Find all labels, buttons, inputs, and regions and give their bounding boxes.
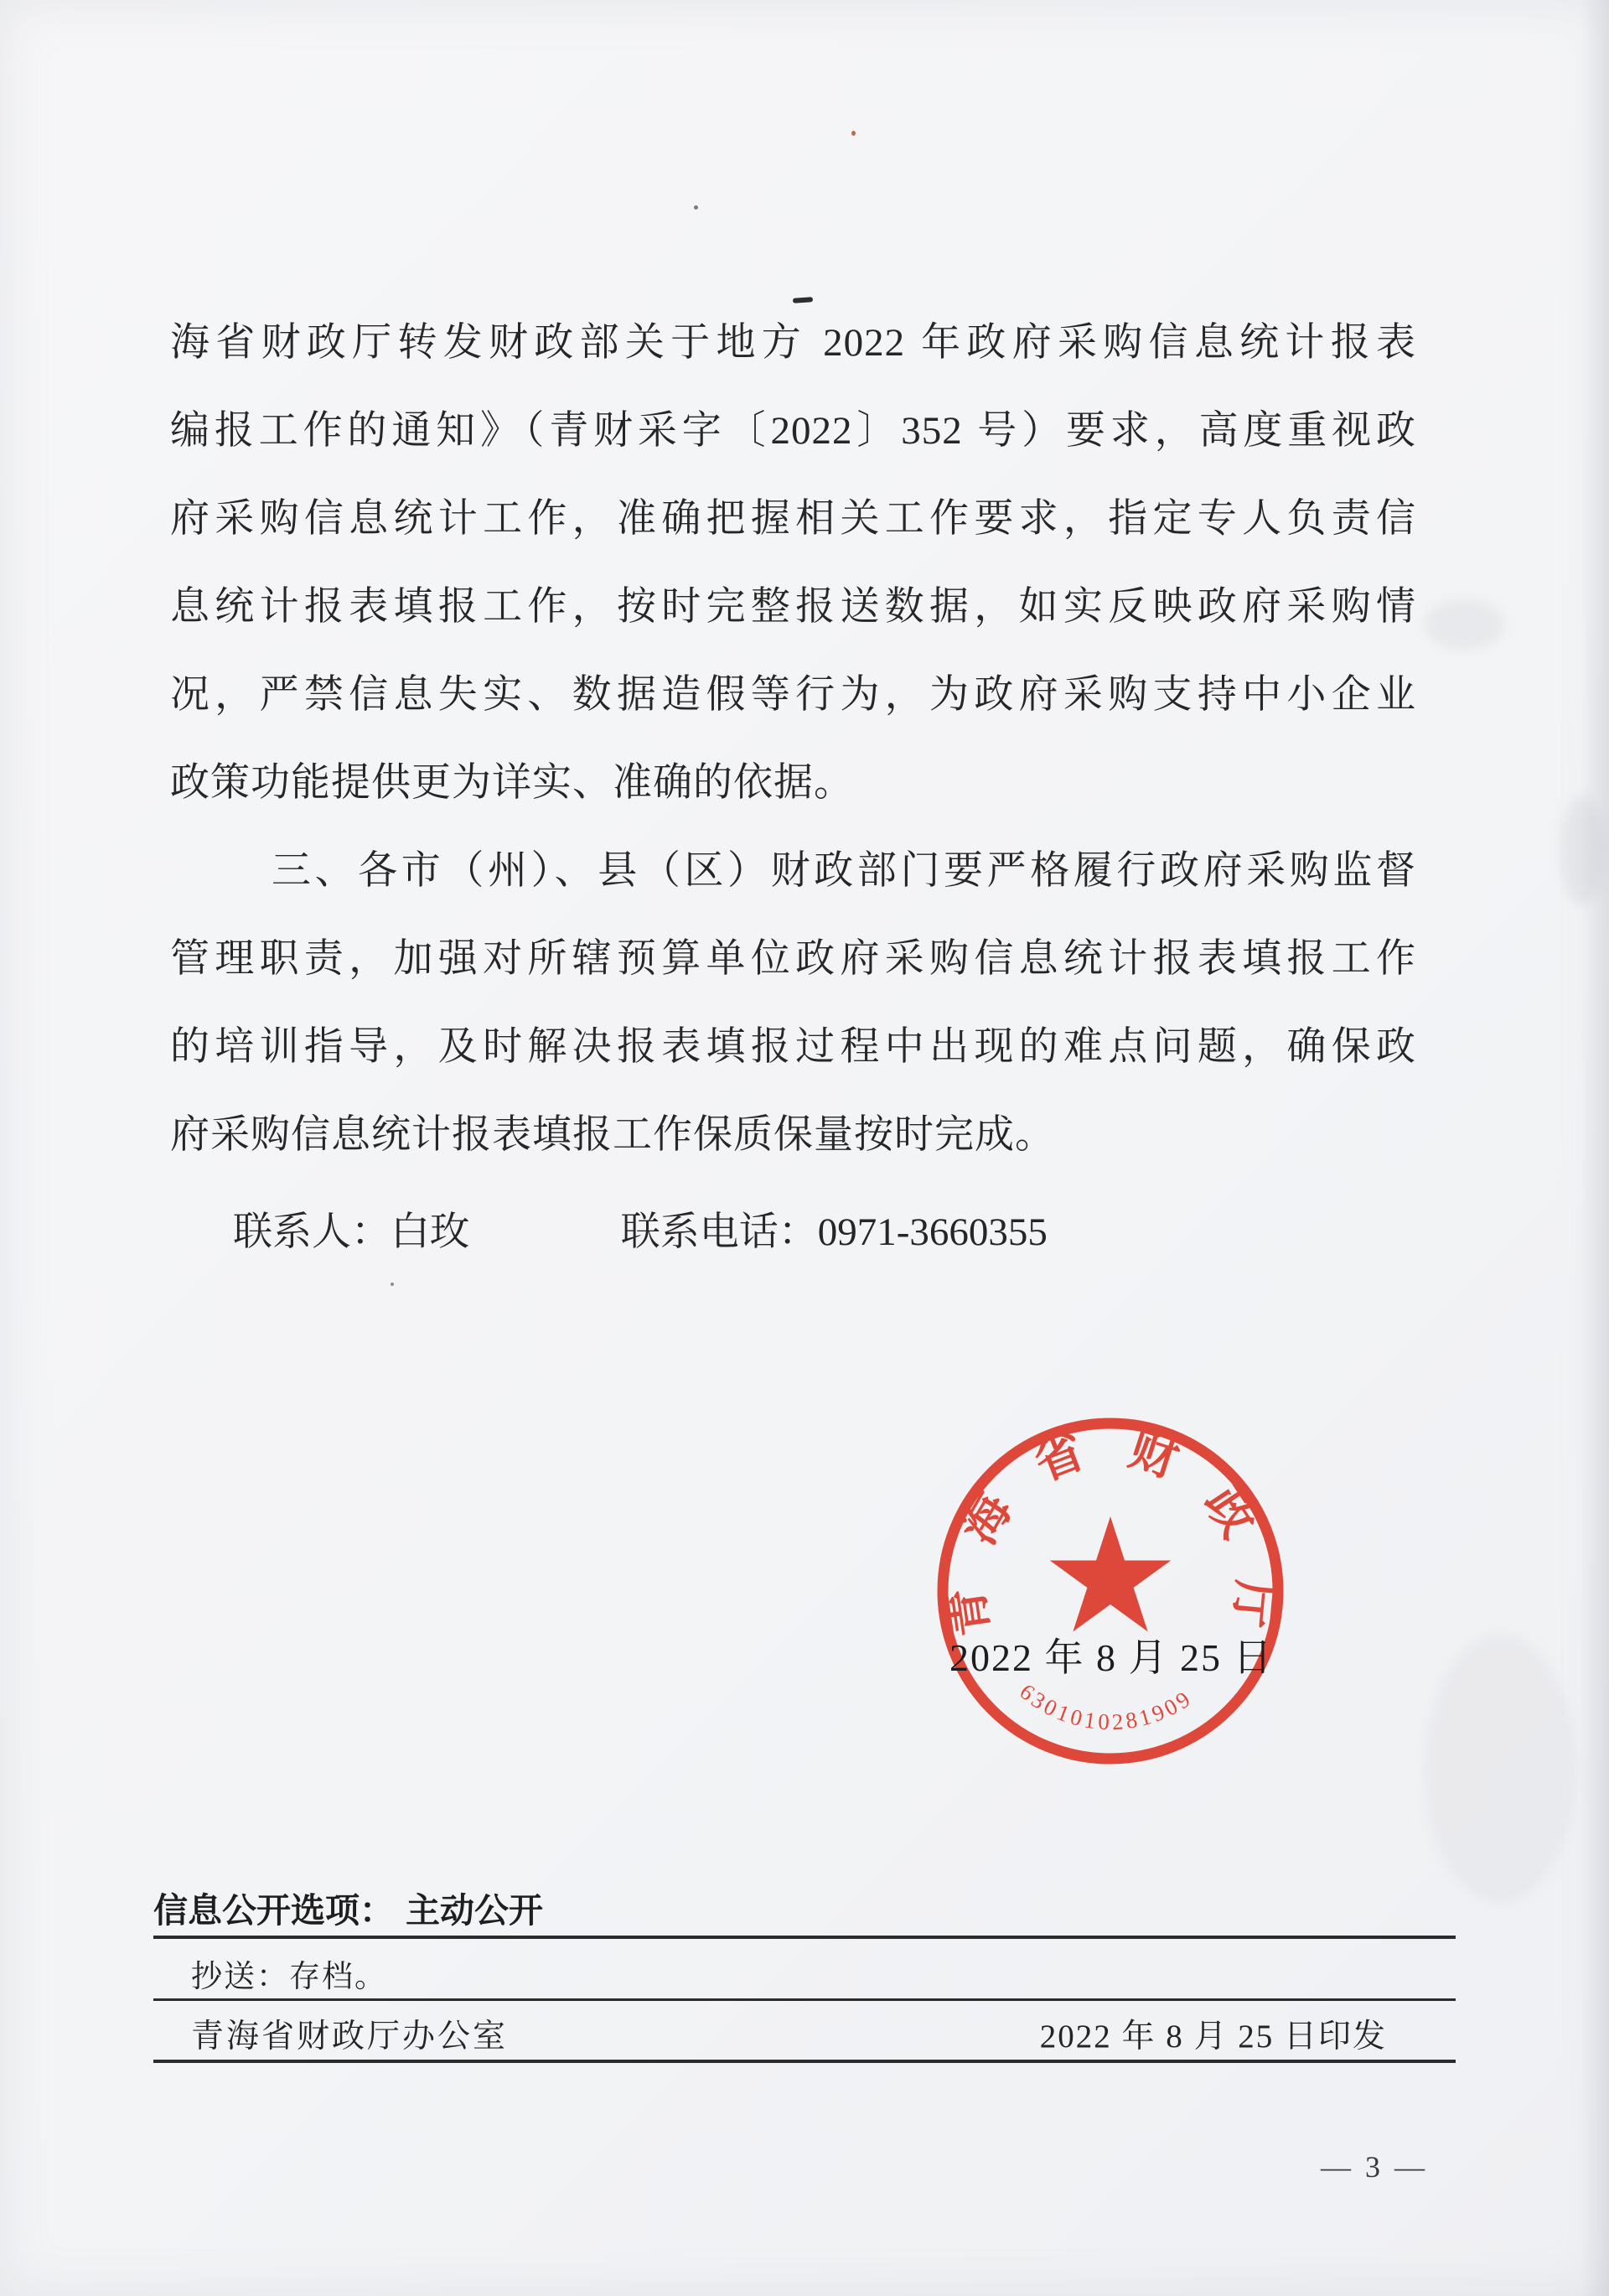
disclosure-line bbox=[153, 1883, 543, 1932]
scan-speck bbox=[391, 1283, 394, 1286]
official-seal bbox=[926, 1407, 1295, 1775]
contact-phone: 联系电话：0971-3660355 bbox=[620, 1210, 1048, 1254]
disclosure-label: 信息公开选项： bbox=[153, 1891, 394, 1930]
issue-date: 2022 年 8 月 25 日 bbox=[949, 1636, 1274, 1679]
body-line: 管理职责，加强对所辖预算单位政府采购信息统计报表填报工作 bbox=[170, 937, 1416, 981]
disclosure-value: 主动公开 bbox=[406, 1891, 543, 1930]
body-line: 海省财政厅转发财政部关于地方 2022 年政府采购信息统计报表 bbox=[170, 321, 1416, 365]
cc-line: 抄送：存档。 bbox=[191, 1960, 387, 1994]
seal-org-text: 青海省财政厅 bbox=[939, 1423, 1281, 1640]
issuer-line bbox=[153, 2010, 1456, 2054]
scan-speck bbox=[694, 205, 698, 210]
body-line: 况，严禁信息失实、数据造假等行为，为政府采购支持中小企业 bbox=[170, 673, 1416, 717]
body-line: 政策功能提供更为详实、准确的依据。 bbox=[170, 761, 854, 805]
body-line: 编报工作的通知》（青财采字〔2022〕352 号）要求，高度重视政 bbox=[170, 409, 1416, 453]
seal-star-icon bbox=[1050, 1516, 1172, 1632]
scan-smudge bbox=[1425, 1635, 1575, 1903]
scan-smudge bbox=[1425, 599, 1504, 650]
body-line: 息统计报表填报工作，按时完整报送数据，如实反映政府采购情 bbox=[170, 585, 1416, 629]
body-line: 三、各市（州）、县（区）财政部门要严格履行政府采购监督 bbox=[272, 849, 1416, 893]
svg-text:6301010281909 bbox=[1015, 1679, 1197, 1735]
body-line: 府采购信息统计报表填报工作保质保量按时完成。 bbox=[170, 1113, 1055, 1157]
footer-rule-top bbox=[153, 1936, 1456, 1939]
footer-rule-bottom bbox=[153, 2060, 1456, 2063]
contact-person: 联系人：白玫 bbox=[233, 1210, 469, 1254]
issuer-office: 青海省财政厅办公室 bbox=[191, 2019, 509, 2055]
page-number: — 3 — bbox=[1321, 2150, 1428, 2184]
body-line: 的培训指导，及时解决报表填报过程中出现的难点问题，确保政 bbox=[170, 1025, 1416, 1069]
print-date: 2022 年 8 月 25 日印发 bbox=[1039, 2019, 1387, 2055]
scan-edge-shadow bbox=[1581, 0, 1609, 2296]
document-body bbox=[170, 299, 1416, 1179]
seal-serial-number: 6301010281909 bbox=[1015, 1678, 1198, 1735]
contact-line bbox=[170, 1189, 1416, 1277]
scan-speck bbox=[851, 131, 856, 136]
body-line: 府采购信息统计工作，准确把握相关工作要求，指定专人负责信 bbox=[170, 497, 1416, 541]
footer-rule-middle bbox=[153, 1998, 1456, 2001]
